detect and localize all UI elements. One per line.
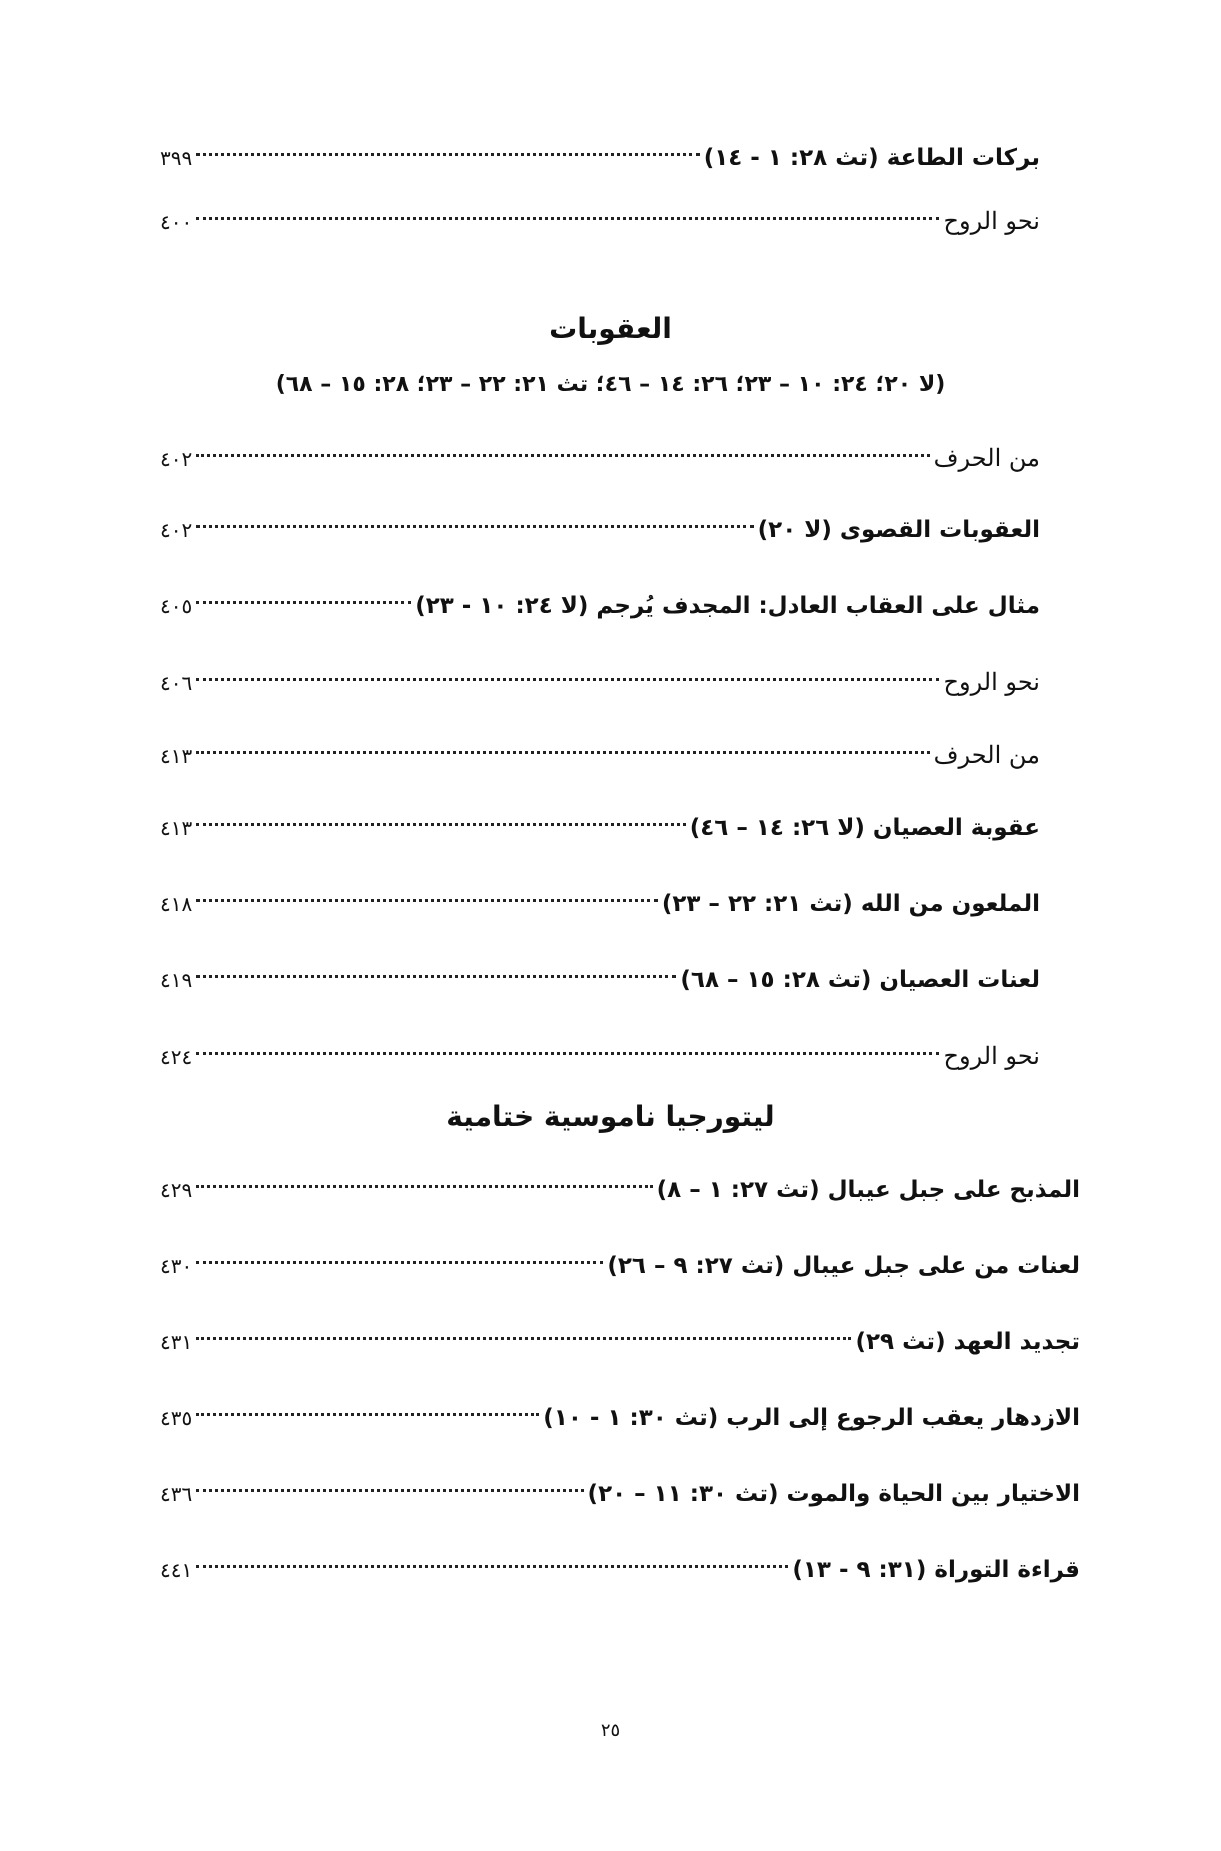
dot-leader [196,799,686,826]
toc-entry[interactable] [160,436,1040,480]
dot-leader [196,1313,851,1340]
toc-entry-title: نحو الروح [943,1042,1040,1070]
dot-leader [196,654,939,681]
toc-entry[interactable] [160,136,1040,180]
toc-entry-page: ٤٣١ [160,1330,193,1354]
toc-entry-page: ٤١٨ [160,892,193,916]
section-title: ليتورجيا ناموسية ختامية [446,1100,775,1133]
toc-entry-title: بركات الطاعة (تث ٢٨: ١ - ١٤) [703,145,1040,171]
section-title: العقوبات [549,312,672,345]
toc-entry[interactable] [160,1244,1080,1288]
toc-entry-page: ٤٣٠ [160,1254,193,1278]
toc-entry-page: ٣٩٩ [160,146,193,170]
toc-entry-page: ٤٢٤ [160,1045,193,1069]
toc-entry-title: المذبح على جبل عيبال (تث ٢٧: ١ – ٨) [656,1177,1080,1203]
toc-entry[interactable] [160,1320,1080,1364]
toc-entry[interactable] [160,882,1040,926]
toc-entry-title: لعنات العصيان (تث ٢٨: ١٥ – ٦٨) [680,967,1040,993]
toc-entry-title: الازدهار يعقب الرجوع إلى الرب (تث ٣٠: ١ - ١٠) [543,1405,1080,1431]
toc-entry-title: لعنات من على جبل عيبال (تث ٢٧: ٩ – ٢٦) [607,1253,1080,1279]
toc-entry-title: تجديد العهد (تث ٢٩) [855,1329,1080,1355]
toc-entry[interactable] [160,584,1040,628]
toc-entry[interactable] [160,1548,1080,1592]
dot-leader [196,727,929,754]
toc-entry-title: مثال على العقاب العادل: المجدف يُرجم (لا ٢٤: ١٠ - ٢٣) [415,593,1040,619]
toc-entry[interactable] [160,806,1040,850]
dot-leader [196,129,699,156]
toc-entry[interactable] [160,199,1040,243]
dot-leader [196,1465,583,1492]
dot-leader [196,193,939,220]
toc-entry-page: ٤١٣ [160,816,193,840]
toc-entry-page: ٤٠٦ [160,671,193,695]
page-number: ٢٥ [600,1720,621,1741]
toc-entry[interactable] [160,1168,1080,1212]
toc-entry-page: ٤٠٢ [160,518,193,542]
toc-entry[interactable] [160,1396,1080,1440]
dot-leader [196,1541,788,1568]
toc-entry[interactable] [160,660,1040,704]
toc-entry-title: من الحرف [933,741,1040,769]
toc-entry-title: نحو الروح [943,207,1040,235]
toc-entry[interactable] [160,508,1040,552]
toc-entry[interactable] [160,1472,1080,1516]
toc-entry-page: ٤٠٢ [160,447,193,471]
toc-entry-title: الملعون من الله (تث ٢١: ٢٢ – ٢٣) [661,891,1040,917]
dot-leader [196,1389,539,1416]
toc-entry[interactable] [160,958,1040,1002]
toc-entry-page: ٤٠٥ [160,594,193,618]
toc-entry-page: ٤٣٥ [160,1406,193,1430]
dot-leader [196,1028,939,1055]
toc-entry-page: ٤١٩ [160,968,193,992]
dot-leader [196,577,411,604]
toc-entry-page: ٤٣٦ [160,1482,193,1506]
toc-entry-title: الاختيار بين الحياة والموت (تث ٣٠: ١١ – ٢٠) [587,1481,1080,1507]
toc-entry-page: ٤٢٩ [160,1178,193,1202]
toc-entry-page: ٤٠٠ [160,210,193,234]
toc-entry-page: ٤١٣ [160,744,193,768]
toc-entry-page: ٤٤١ [160,1558,193,1582]
toc-entry-title: عقوبة العصيان (لا ٢٦: ١٤ – ٤٦) [689,815,1040,841]
toc-entry-title: قراءة التوراة (٣١: ٩ - ١٣) [792,1557,1080,1583]
toc-entry[interactable] [160,1034,1040,1078]
toc-entry[interactable] [160,733,1040,777]
dot-leader [196,430,929,457]
dot-leader [196,951,676,978]
dot-leader [196,875,658,902]
dot-leader [196,1237,603,1264]
dot-leader [196,501,753,528]
toc-entry-title: نحو الروح [943,668,1040,696]
toc-entry-title: من الحرف [933,444,1040,472]
dot-leader [196,1161,652,1188]
toc-entry-title: العقوبات القصوى (لا ٢٠) [757,517,1040,543]
section-refs: (لا ٢٠؛ ٢٤: ١٠ – ٢٣؛ ٢٦: ١٤ – ٤٦؛ تث ٢١: ٢٢ – ٢٣؛ ٢٨: ١٥ – ٦٨) [275,372,946,397]
